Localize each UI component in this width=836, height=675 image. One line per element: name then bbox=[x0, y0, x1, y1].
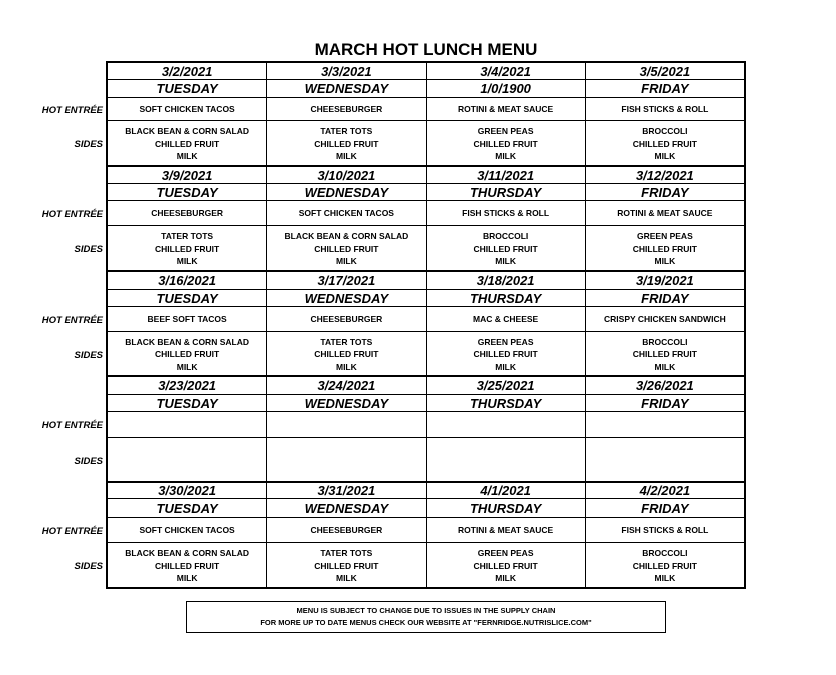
hot-entree-label: HOT ENTRÉE bbox=[41, 314, 103, 326]
side-item: MILK bbox=[495, 361, 517, 372]
hot-entree-label: HOT ENTRÉE bbox=[41, 104, 103, 116]
side-item: CHILLED FRUIT bbox=[155, 243, 220, 254]
day-text: WEDNESDAY bbox=[304, 184, 389, 200]
date-text: 3/11/2021 bbox=[477, 167, 535, 183]
entree-text: CHEESEBURGER bbox=[310, 104, 383, 114]
side-item: BROCCOLI bbox=[642, 548, 688, 559]
side-item: BROCCOLI bbox=[642, 336, 688, 347]
entree-cell bbox=[108, 518, 267, 542]
entree-cell bbox=[108, 412, 267, 437]
day-cell bbox=[267, 80, 426, 97]
side-item: BROCCOLI bbox=[642, 126, 688, 137]
side-item: MILK bbox=[335, 256, 357, 267]
date-text: 3/30/2021 bbox=[158, 483, 217, 498]
date-cell bbox=[267, 483, 426, 498]
date-text: 3/4/2021 bbox=[480, 63, 531, 79]
sides-row bbox=[108, 226, 744, 272]
day-cell bbox=[427, 395, 586, 411]
date-cell bbox=[267, 167, 426, 183]
sides-cell bbox=[108, 121, 267, 167]
side-item: GREEN PEAS bbox=[477, 548, 534, 559]
date-cell bbox=[427, 63, 586, 79]
side-item: CHILLED FRUIT bbox=[632, 560, 697, 571]
sides-row bbox=[108, 438, 744, 483]
side-item: TATER TOTS bbox=[320, 548, 373, 559]
sides-cell bbox=[586, 543, 744, 589]
day-text: THURSDAY bbox=[469, 184, 542, 200]
side-item: BLACK BEAN & CORN SALAD bbox=[125, 126, 249, 137]
day-text: WEDNESDAY bbox=[304, 81, 389, 96]
week-table bbox=[106, 481, 746, 589]
sides-cell bbox=[108, 438, 267, 483]
day-cell bbox=[108, 395, 267, 411]
day-row bbox=[108, 499, 744, 518]
side-item: BROCCOLI bbox=[482, 231, 529, 242]
side-item: CHILLED FRUIT bbox=[632, 349, 697, 360]
side-item: MILK bbox=[495, 573, 517, 584]
side-item: MILK bbox=[335, 573, 357, 584]
date-cell bbox=[108, 272, 267, 289]
entree-text: ROTINI & MEAT SAUCE bbox=[458, 104, 554, 114]
footer-line-1: MENU IS SUBJECT TO CHANGE DUE TO ISSUES IN THE SUPPLY CHAIN bbox=[296, 606, 556, 615]
day-cell bbox=[427, 184, 586, 200]
side-item: MILK bbox=[654, 361, 676, 372]
hot-entree-label: HOT ENTRÉE bbox=[41, 525, 103, 537]
entree-text: SOFT CHICKEN TACOS bbox=[298, 208, 394, 218]
footer-notice bbox=[186, 601, 666, 633]
day-text: FRIDAY bbox=[641, 395, 689, 411]
entree-cell bbox=[267, 518, 426, 542]
day-cell bbox=[267, 290, 426, 306]
sides-label: SIDES bbox=[74, 349, 103, 361]
entree-cell bbox=[427, 98, 586, 120]
hot-entree-label: HOT ENTRÉE bbox=[41, 420, 103, 431]
day-text: WEDNESDAY bbox=[304, 395, 389, 411]
sides-cell bbox=[267, 332, 426, 377]
side-item: CHILLED FRUIT bbox=[314, 349, 379, 360]
side-item: CHILLED FRUIT bbox=[473, 243, 538, 254]
side-item: CHILLED FRUIT bbox=[473, 349, 538, 360]
date-row bbox=[108, 272, 744, 290]
day-text: THURSDAY bbox=[469, 395, 542, 411]
date-text: 3/17/2021 bbox=[317, 273, 376, 288]
side-item: GREEN PEAS bbox=[637, 231, 693, 242]
side-item: CHILLED FRUIT bbox=[473, 138, 538, 149]
entree-cell bbox=[427, 518, 586, 542]
date-text: 3/19/2021 bbox=[635, 273, 694, 288]
side-item: MILK bbox=[176, 151, 198, 162]
sides-cell bbox=[427, 121, 586, 167]
day-cell bbox=[427, 290, 586, 306]
date-text: 3/2/2021 bbox=[161, 63, 213, 79]
date-cell bbox=[586, 377, 744, 394]
day-text: TUESDAY bbox=[156, 81, 218, 96]
side-item: MILK bbox=[654, 573, 676, 584]
sides-cell bbox=[427, 226, 586, 272]
day-cell bbox=[586, 395, 744, 411]
entree-cell bbox=[586, 412, 744, 437]
entree-text: SOFT CHICKEN TACOS bbox=[139, 104, 235, 114]
entree-text: FISH STICKS & ROLL bbox=[621, 104, 709, 114]
day-text: FRIDAY bbox=[641, 184, 689, 200]
date-text: 3/18/2021 bbox=[476, 273, 535, 288]
entree-cell bbox=[267, 412, 426, 437]
sides-cell bbox=[586, 121, 744, 167]
date-cell bbox=[427, 483, 586, 498]
day-cell bbox=[427, 80, 586, 97]
entree-cell bbox=[108, 307, 267, 331]
day-text: FRIDAY bbox=[641, 500, 689, 516]
entree-row bbox=[108, 307, 744, 332]
side-item: MILK bbox=[495, 151, 517, 162]
date-cell bbox=[427, 167, 586, 183]
date-text: 3/9/2021 bbox=[161, 167, 213, 183]
date-text: 3/24/2021 bbox=[317, 378, 376, 393]
date-cell bbox=[267, 377, 426, 394]
day-cell bbox=[108, 80, 267, 97]
sides-cell bbox=[586, 438, 744, 483]
entree-text: ROTINI & MEAT SAUCE bbox=[458, 525, 554, 535]
side-item: MILK bbox=[654, 256, 676, 267]
sides-cell bbox=[108, 226, 267, 272]
sides-label: SIDES bbox=[74, 139, 103, 150]
date-text: 3/25/2021 bbox=[476, 378, 535, 393]
sides-cell bbox=[267, 438, 426, 483]
sides-row bbox=[108, 121, 744, 167]
side-item: CHILLED FRUIT bbox=[155, 138, 220, 149]
side-item: CHILLED FRUIT bbox=[473, 560, 538, 571]
entree-cell bbox=[586, 201, 744, 225]
side-item: BLACK BEAN & CORN SALAD bbox=[125, 336, 249, 347]
entree-cell bbox=[267, 307, 426, 331]
date-row bbox=[108, 483, 744, 499]
footer-line-2: FOR MORE UP TO DATE MENUS CHECK OUR WEBSITE AT "FERNRIDGE.NUTRISLICE.COM" bbox=[260, 618, 592, 627]
date-row bbox=[108, 167, 744, 184]
date-text: 3/31/2021 bbox=[317, 483, 376, 498]
day-cell bbox=[427, 499, 586, 517]
entree-cell bbox=[108, 201, 267, 225]
entree-row bbox=[108, 201, 744, 226]
day-text: THURSDAY bbox=[469, 500, 542, 516]
week-table bbox=[106, 165, 746, 272]
entree-cell bbox=[586, 98, 744, 120]
entree-text: CRISPY CHICKEN SANDWICH bbox=[604, 314, 726, 324]
sides-cell bbox=[586, 226, 744, 272]
week-table bbox=[106, 375, 746, 483]
sides-cell bbox=[427, 438, 586, 483]
sides-label: SIDES bbox=[74, 455, 103, 467]
date-row bbox=[108, 377, 744, 395]
date-cell bbox=[586, 483, 744, 498]
date-cell bbox=[267, 63, 426, 79]
day-cell bbox=[586, 184, 744, 200]
sides-cell bbox=[427, 332, 586, 377]
side-item: CHILLED FRUIT bbox=[632, 138, 697, 149]
date-cell bbox=[427, 377, 586, 394]
date-row bbox=[108, 63, 744, 80]
side-item: BLACK BEAN & CORN SALAD bbox=[125, 548, 249, 559]
sides-label: SIDES bbox=[74, 561, 103, 572]
day-row bbox=[108, 184, 744, 201]
side-item: BLACK BEAN & CORN SALAD bbox=[284, 231, 409, 242]
side-item: CHILLED FRUIT bbox=[314, 138, 379, 149]
entree-row bbox=[108, 98, 744, 121]
day-cell bbox=[267, 499, 426, 517]
entree-cell bbox=[586, 307, 744, 331]
day-text: WEDNESDAY bbox=[304, 290, 389, 306]
side-item: MILK bbox=[335, 361, 357, 372]
page-title: MARCH HOT LUNCH MENU bbox=[314, 40, 538, 59]
week-table bbox=[106, 270, 746, 377]
entree-text: FISH STICKS & ROLL bbox=[621, 525, 709, 535]
entree-cell bbox=[267, 201, 426, 225]
entree-cell bbox=[586, 518, 744, 542]
date-text: 3/16/2021 bbox=[158, 273, 217, 288]
entree-text: FISH STICKS & ROLL bbox=[462, 208, 550, 218]
date-cell bbox=[267, 272, 426, 289]
day-row bbox=[108, 290, 744, 307]
sides-cell bbox=[427, 543, 586, 589]
side-item: TATER TOTS bbox=[320, 126, 373, 137]
week-table bbox=[106, 61, 746, 167]
date-cell bbox=[108, 483, 267, 498]
day-text: THURSDAY bbox=[469, 290, 542, 306]
date-cell bbox=[586, 167, 744, 183]
date-text: 3/5/2021 bbox=[639, 63, 691, 79]
side-item: CHILLED FRUIT bbox=[314, 560, 379, 571]
day-text: FRIDAY bbox=[641, 290, 689, 306]
day-text: TUESDAY bbox=[156, 395, 218, 411]
side-item: CHILLED FRUIT bbox=[314, 243, 379, 254]
side-item: MILK bbox=[654, 151, 676, 162]
day-row bbox=[108, 395, 744, 412]
entree-text: CHEESEBURGER bbox=[310, 525, 383, 535]
day-cell bbox=[586, 499, 744, 517]
entree-cell bbox=[427, 307, 586, 331]
day-text: TUESDAY bbox=[156, 184, 218, 200]
hot-entree-label: HOT ENTRÉE bbox=[41, 208, 103, 220]
date-text: 3/23/2021 bbox=[158, 378, 217, 393]
side-item: MILK bbox=[176, 573, 198, 584]
side-item: MILK bbox=[335, 151, 357, 162]
entree-text: MAC & CHEESE bbox=[473, 314, 539, 324]
entree-row bbox=[108, 518, 744, 543]
sides-row bbox=[108, 543, 744, 589]
side-item: GREEN PEAS bbox=[477, 126, 534, 137]
side-item: MILK bbox=[495, 256, 517, 267]
day-cell bbox=[586, 290, 744, 306]
date-text: 4/2/2021 bbox=[639, 483, 691, 498]
date-cell bbox=[427, 272, 586, 289]
day-text: TUESDAY bbox=[156, 500, 218, 516]
day-cell bbox=[267, 395, 426, 411]
side-item: MILK bbox=[176, 361, 198, 372]
side-item: MILK bbox=[176, 256, 198, 267]
entree-cell bbox=[427, 201, 586, 225]
sides-cell bbox=[267, 121, 426, 167]
date-cell bbox=[108, 63, 267, 79]
entree-text: BEEF SOFT TACOS bbox=[147, 314, 227, 324]
side-item: CHILLED FRUIT bbox=[632, 243, 697, 254]
day-cell bbox=[108, 290, 267, 306]
date-text: 3/3/2021 bbox=[321, 63, 372, 79]
entree-cell bbox=[267, 98, 426, 120]
side-item: CHILLED FRUIT bbox=[155, 560, 220, 571]
day-cell bbox=[267, 184, 426, 200]
sides-cell bbox=[108, 332, 267, 377]
day-text: FRIDAY bbox=[641, 81, 689, 96]
sides-cell bbox=[586, 332, 744, 377]
entree-cell bbox=[427, 412, 586, 437]
entree-text: CHEESEBURGER bbox=[310, 314, 383, 324]
date-text: 3/10/2021 bbox=[317, 167, 376, 183]
day-text: TUESDAY bbox=[156, 290, 218, 306]
day-row bbox=[108, 80, 744, 98]
date-text: 4/1/2021 bbox=[480, 483, 531, 498]
sides-cell bbox=[267, 543, 426, 589]
day-cell bbox=[108, 184, 267, 200]
side-item: TATER TOTS bbox=[320, 336, 373, 347]
side-item: TATER TOTS bbox=[161, 231, 214, 242]
day-text: WEDNESDAY bbox=[304, 500, 389, 516]
entree-text: CHEESEBURGER bbox=[151, 208, 224, 218]
side-item: GREEN PEAS bbox=[477, 336, 534, 347]
sides-cell bbox=[267, 226, 426, 272]
entree-text: SOFT CHICKEN TACOS bbox=[139, 525, 235, 535]
side-item: CHILLED FRUIT bbox=[155, 349, 220, 360]
entree-cell bbox=[108, 98, 267, 120]
day-text: 1/0/1900 bbox=[480, 81, 531, 96]
day-cell bbox=[586, 80, 744, 97]
entree-text: ROTINI & MEAT SAUCE bbox=[617, 208, 713, 218]
day-cell bbox=[108, 499, 267, 517]
sides-label: SIDES bbox=[74, 244, 103, 255]
date-cell bbox=[586, 63, 744, 79]
entree-row bbox=[108, 412, 744, 438]
sides-cell bbox=[108, 543, 267, 589]
sides-row bbox=[108, 332, 744, 377]
date-text: 3/26/2021 bbox=[635, 378, 694, 393]
date-text: 3/12/2021 bbox=[635, 167, 694, 183]
date-cell bbox=[108, 377, 267, 394]
date-cell bbox=[108, 167, 267, 183]
date-cell bbox=[586, 272, 744, 289]
